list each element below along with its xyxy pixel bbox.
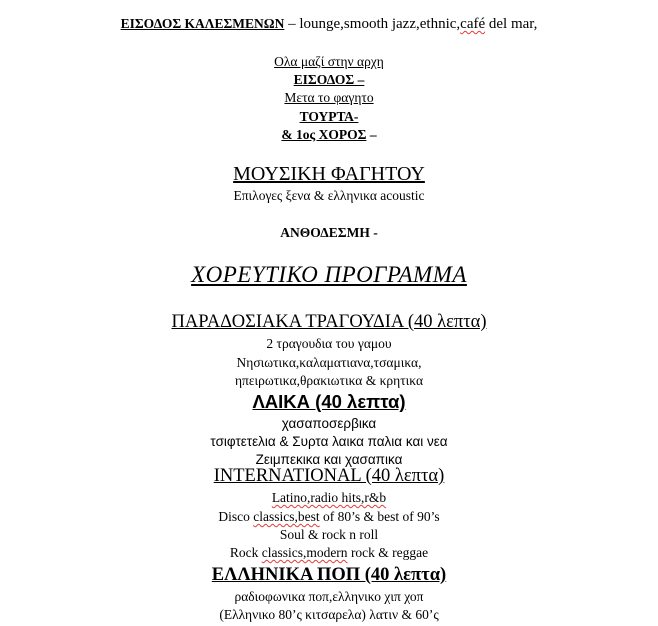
bouquet-tail: - <box>369 225 378 240</box>
schedule-first-dance: & 1ος ΧΟΡΟΣ <box>281 127 367 142</box>
greek-pop-line-1: ραδιοφωνικα ποπ,ελληνικο χιπ χοπ <box>234 589 424 604</box>
guests-entrance-line <box>0 17 658 32</box>
dance-program-title: ΧΟΡΕΥΤΙΚΟ ΠΡΟΓΡΑΜΜΑ <box>191 262 467 287</box>
international-line-2-a: Disco <box>218 509 254 524</box>
laika-title: ΛΑΙΚΑ (40 λεπτα) <box>252 391 406 412</box>
schedule-cake-line <box>0 110 658 124</box>
bouquet-line <box>0 226 658 240</box>
greek-pop-line-2: (Ελληνικο 80’ς κιτσαρελα) λατιν & 60’ς <box>219 607 439 622</box>
laika-line-1: χασαποσερβικα <box>281 416 377 431</box>
dinner-music-title: ΜΟΥΣΙΚΗ ΦΑΓΗΤΟΥ <box>233 163 425 185</box>
dinner-music-subtitle: Επιλογες ξενα & ελληνικα acoustic <box>233 188 425 203</box>
schedule-cake: ΤΟΥΡΤΑ- <box>299 109 359 124</box>
international-line-4-squiggle: classics,modern <box>261 545 348 560</box>
traditional-title: ΠΑΡΑΔΟΣΙΑΚΑ ΤΡΑΓΟΥΔΙΑ (40 λεπτα) <box>171 312 487 332</box>
schedule-entrance-line <box>0 73 658 87</box>
guests-entrance-music-a: – lounge,smooth jazz,ethnic, <box>284 16 461 32</box>
international-line-2 <box>0 510 658 524</box>
international-title: INTERNATIONAL (40 λεπτα) <box>213 466 445 486</box>
guests-entrance-music-b: del mar, <box>485 16 538 32</box>
international-line-1-text: Latino,radio hits,r&b <box>271 490 387 505</box>
traditional-line-2: Νησιωτικα,καλαματιανα,τσαμικα, <box>236 355 422 370</box>
laika-line-3: Ζειμπεκικα και χασαπικα <box>255 452 403 467</box>
schedule-after-food: Μετα το φαγητο <box>284 90 374 105</box>
laika-line-2: τσιφτετελια & Συρτα λαικα παλια και νεα <box>210 434 448 449</box>
international-line-3: Soul & rock n roll <box>279 527 379 542</box>
schedule-first-dance-line <box>0 128 658 142</box>
greek-pop-title: ΕΛΛΗΝΙΚΑ ΠΟΠ (40 λεπτα) <box>211 565 447 585</box>
international-line-2-squiggle: classics,best <box>253 509 320 524</box>
traditional-line-1: 2 τραγουδια του γαμου <box>266 336 392 351</box>
guests-entrance-music-cafe: café <box>460 16 486 32</box>
guests-entrance-label: ΕΙΣΟΔΟΣ ΚΑΛΕΣΜΕΝΩΝ <box>120 16 285 31</box>
international-line-4 <box>0 546 658 560</box>
schedule-entrance: ΕΙΣΟΔΟΣ – <box>293 72 365 87</box>
bouquet-label: ΑΝΘΟΔΕΣΜΗ <box>280 225 370 240</box>
schedule-first-dance-tail: – <box>366 127 377 142</box>
international-line-4-a: Rock <box>229 545 262 560</box>
schedule-intro: Ολα μαζί στην αρχη <box>274 54 384 69</box>
traditional-line-3: ηπειρωτικα,θρακιωτικα & κρητικα <box>234 373 424 388</box>
international-line-4-b: rock & reggae <box>347 545 429 560</box>
international-line-1 <box>0 491 658 505</box>
international-line-2-b: of 80’s & best of 90’s <box>319 509 440 524</box>
